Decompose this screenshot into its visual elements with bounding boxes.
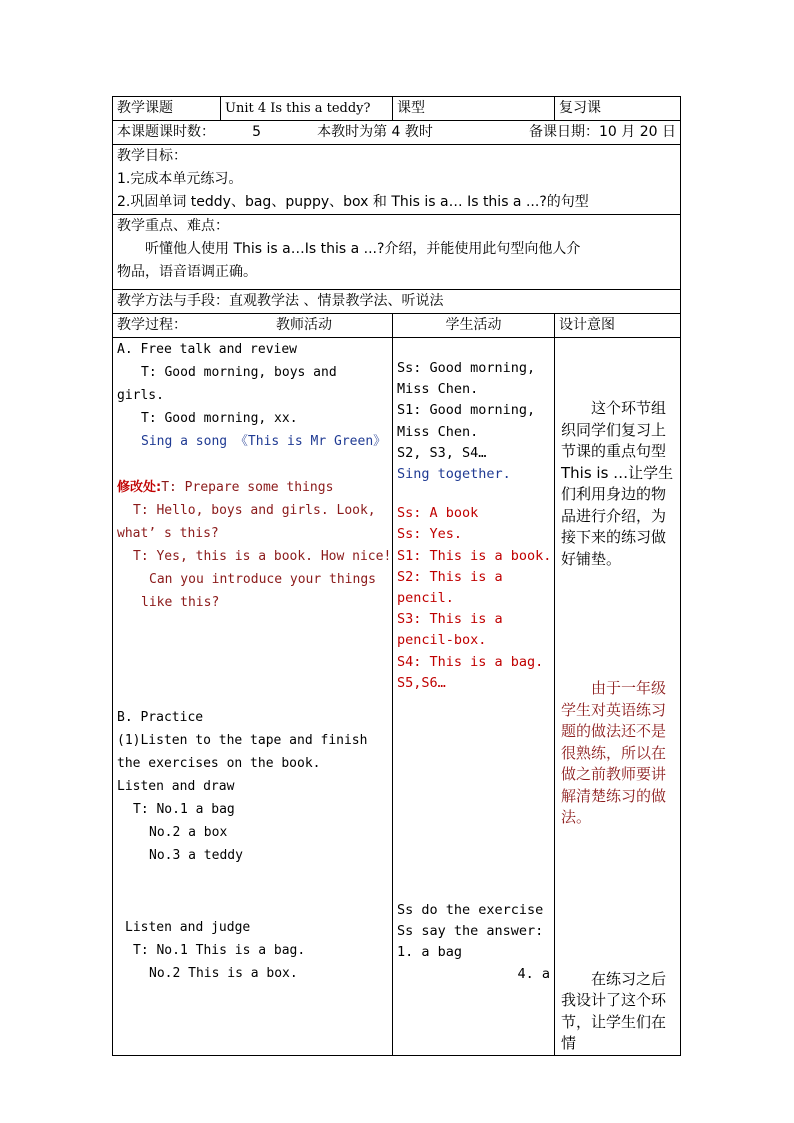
columns-row xyxy=(113,314,681,338)
teacher-activity-cell xyxy=(113,338,393,1056)
lesson-plan-table xyxy=(112,96,681,1056)
revision-label: 修改处: xyxy=(117,480,162,495)
meta-row xyxy=(113,121,681,145)
methods-text: 教学方法与手段：直观教学法 、情景教学法、听说法 xyxy=(117,293,444,309)
process-row xyxy=(113,338,681,1056)
teacher-line: Can you introduce your things xyxy=(149,572,376,587)
goal-item-1: 1.完成本单元练习。 xyxy=(117,171,243,187)
student-line: 1. a bag xyxy=(397,944,463,961)
teacher-line: (1)Listen to the tape and finish xyxy=(117,733,368,748)
design-note-3: 在练习之后我设计了这个环节，让学生们在情 xyxy=(561,969,667,1052)
teacher-line: like this? xyxy=(141,595,220,610)
student-line: Ss: A book xyxy=(397,505,479,522)
lesson-number: 本教时为第 4 教时 xyxy=(317,124,433,140)
goals-row xyxy=(113,145,681,215)
student-line: Miss Chen. xyxy=(397,423,479,440)
student-line: pencil. xyxy=(397,590,454,607)
type-label: 课型 xyxy=(393,97,555,121)
type-value: 复习课 xyxy=(555,97,681,121)
teacher-line: what’ s this? xyxy=(117,526,219,541)
student-line: 4. a xyxy=(517,965,550,982)
student-line: S2: This is a xyxy=(397,568,503,585)
design-intent-cell xyxy=(555,338,681,1056)
teacher-line: T: Good morning, boys and xyxy=(141,365,337,380)
lesson-plan xyxy=(112,96,680,1056)
header-row xyxy=(113,97,681,121)
teacher-line: No.2 a box xyxy=(149,825,228,840)
hours-label: 本课题课时数： 5 xyxy=(117,121,261,144)
keypoints-row xyxy=(113,215,681,290)
teacher-activity-header: 教师活动 xyxy=(276,317,332,333)
student-line: Ss say the answer: xyxy=(397,923,544,940)
goal-item-2: 2.巩固单词 teddy、bag、puppy、box 和 This is a… Is this a ...?的句型 xyxy=(117,194,589,210)
student-activity-header: 学生活动 xyxy=(393,314,555,338)
teacher-song-line: Sing a song 《This is Mr Green》 xyxy=(141,434,387,449)
student-line: Sing together. xyxy=(397,466,511,483)
teacher-line: T: No.1 This is a bag. xyxy=(133,943,306,958)
design-note-1: 这个环节组织同学们复习上节课的重点句型 This is …让学生们利用身边的物品进行介绍，为接下来的练习做好铺垫。 xyxy=(561,399,674,568)
keypoints-heading: 教学重点、难点： xyxy=(117,218,229,234)
student-line: S5,S6… xyxy=(397,674,446,691)
student-line: Ss: Good morning, xyxy=(397,360,536,376)
teacher-line: No.2 This is a box. xyxy=(149,966,298,981)
section-b-title: B. Practice xyxy=(117,710,204,725)
teacher-line: girls. xyxy=(117,388,164,403)
design-note-2: 由于一年级学生对英语练习题的做法还不是很熟练，所以在做之前教师要讲解清楚练习的做法。 xyxy=(561,679,667,826)
teacher-line: T: No.1 a bag xyxy=(133,802,235,817)
section-a-title: A. Free talk and review xyxy=(117,342,298,357)
teacher-line: T: Hello, boys and girls. Look, xyxy=(133,503,376,518)
keypoints-line-1: 听懂他人使用 This is a…Is this a ...?介绍，并能使用此句型向他人介 xyxy=(145,241,581,257)
prep-date: 备课日期：10 月 20 日 xyxy=(529,124,676,140)
teacher-line: Listen and judge xyxy=(125,920,251,935)
student-line: S2, S3, S4… xyxy=(397,444,487,461)
student-line: S4: This is a bag. xyxy=(397,653,544,670)
hours-value: 5 xyxy=(252,124,261,140)
student-activity-cell xyxy=(393,338,555,1056)
student-line: S3: This is a xyxy=(397,611,503,628)
student-line: Ss: Yes. xyxy=(397,526,463,543)
keypoints-line-2: 物品，语音语调正确。 xyxy=(117,264,257,280)
teacher-line: T: Prepare some things xyxy=(161,480,334,495)
student-line: S1: Good morning, xyxy=(397,402,536,419)
student-line: pencil-box. xyxy=(397,632,487,649)
goals-heading: 教学目标： xyxy=(117,148,187,164)
teacher-line: No.3 a teddy xyxy=(149,848,243,863)
teacher-line: T: Good morning, xx. xyxy=(141,411,298,426)
process-label: 教学过程： xyxy=(117,317,187,333)
topic-label: 教学课题 xyxy=(113,97,221,121)
teacher-line: T: Yes, this is a book. How nice! xyxy=(133,549,392,564)
student-line: Miss Chen. xyxy=(397,381,479,398)
methods-row xyxy=(113,290,681,314)
student-line: S1: This is a book. xyxy=(397,547,552,564)
topic-value: Unit 4 Is this a teddy? xyxy=(221,97,393,121)
design-intent-header: 设计意图 xyxy=(555,314,681,338)
teacher-line: the exercises on the book. xyxy=(117,756,321,771)
teacher-line: Listen and draw xyxy=(117,779,235,794)
student-line: Ss do the exercise xyxy=(397,902,544,919)
